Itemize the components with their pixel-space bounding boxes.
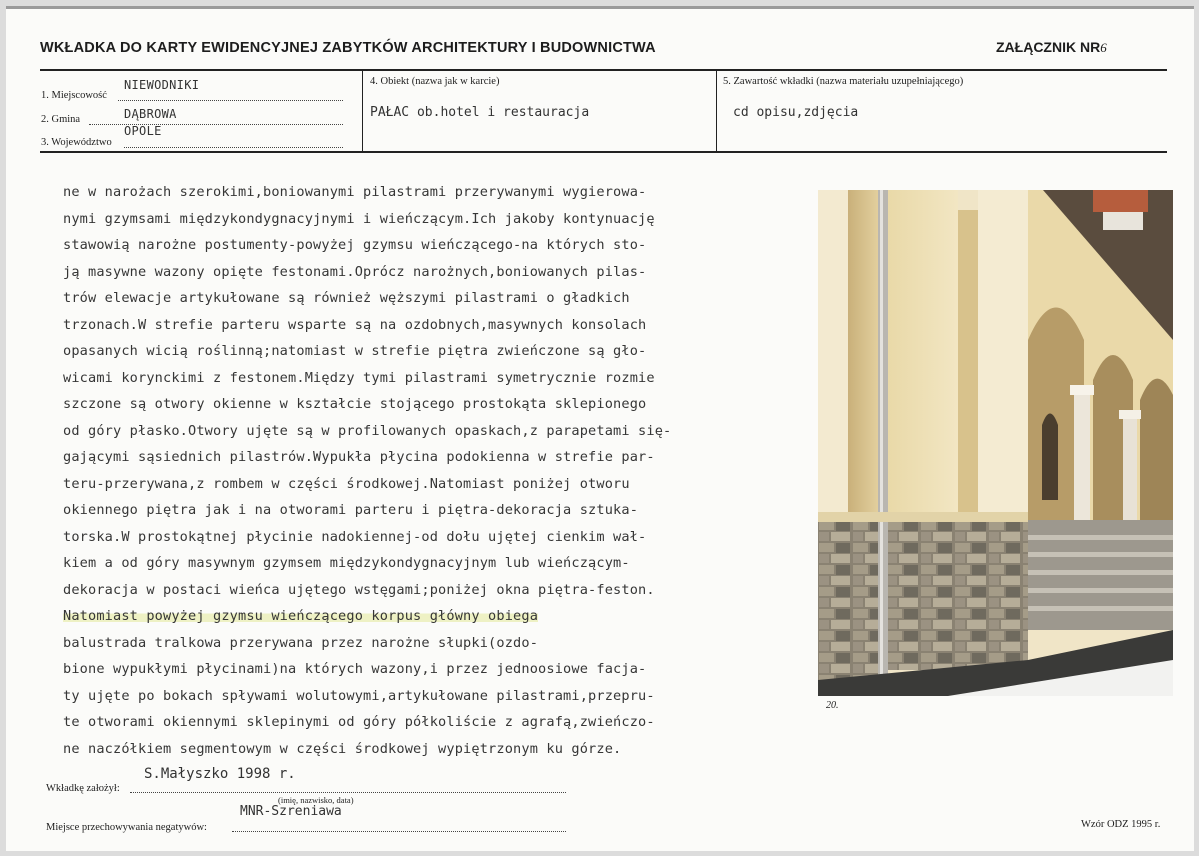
voivodeship-dots [124,147,343,148]
description-line: wicami korynckimi z festonem.Między tymi pilastrami symetrycznie rozmie [63,369,655,386]
author-hint: (imię, nazwisko, data) [278,795,354,805]
description-line: dekoracja w postaci wieńca ujętego wstęgami;poniżej okna piętra-feston. [63,581,655,598]
description-line: te otworami okiennymi sklepinymi od góry półkoliście z agrafą,zwieńczo- [63,714,655,730]
object-label: 4. Obiekt (nazwa jak w karcie) [370,76,500,87]
form-pattern-note: Wzór ODZ 1995 r. [1081,819,1161,830]
locality-dots [118,100,343,101]
negatives-value: MNR-Szreniawa [240,804,342,819]
description-line: ne naczółkiem segmentowym w części środkowej wypiętrzonym ku górze. [63,740,622,757]
annex-number: 6 [1100,40,1107,55]
description-line: kiem a od góry masywnym gzymsem międzykondygnacyjnym lub wieńczącym- [63,555,630,571]
author-label: Wkładkę założył: [46,783,120,794]
description-line: ją masywne wazony opięte festonami.Oprócz narożnych,boniowanych pilas- [63,263,647,280]
author-value: S.Małyszko 1998 r. [144,766,296,782]
description-line: szczone są otwory okienne w kształcie stojącego prostokąta sklepionego [63,396,647,412]
description-line: torska.W prostokątnej płycinie nadokiennej-od dołu ujętej cienkim wał- [63,528,647,545]
annex-label [996,39,1107,56]
description-line: gającymi sąsiednich pilastrów.Wypukła płycina podokienna w strefie par- [63,449,655,465]
voivodeship-label: 3. Województwo [41,137,112,148]
contents-value: cd opisu,zdjęcia [733,105,859,120]
document-title: WKŁADKA DO KARTY EWIDENCYJNEJ ZABYTKÓW ARCHITEKTURY I BUDOWNICTWA [40,40,656,56]
description-line: trzonach.W strefie parteru wsparte są na ozdobnych,masywnych konsolach [63,316,647,333]
description-line [63,603,803,630]
description-line: ty ujęte po bokach spływami wolutowymi,artykułowane pilastrami,przepru- [63,687,655,704]
description-line: teru-przerywana,z rombem w części środkowej.Natomiast poniżej otworu [63,475,630,492]
form-divider-left [362,69,363,151]
description-line: okiennego piętra jak i na otworami parteru i piętra-dekoracja sztuka- [63,502,639,518]
commune-value: DĄBROWA [124,107,177,121]
form-divider-right [716,69,717,151]
palace-photo-image [818,190,1173,696]
commune-label: 2. Gmina [41,114,81,125]
object-value: PAŁAC ob.hotel i restauracja [370,105,590,120]
locality-label: 1. Miejscowość [41,90,107,101]
description-line: ne w narożach szerokimi,boniowanymi pilastrami przerywanymi wygierowa- [63,184,647,200]
author-dots [130,792,566,793]
annex-label-text: ZAŁĄCZNIK NR [996,39,1101,55]
description-line: od góry płasko.Otwory ujęte są w profilowanych opaskach,z parapetami się- [63,422,672,439]
contents-label: 5. Zawartość wkładki (nazwa materiału uzupełniającego) [723,76,964,87]
description-line: nymi gzymsami międzykondygnacyjnymi i wieńczącym.Ich jakoby kontynuację [63,210,655,227]
description-line: bione wypukłymi płycinami)na których wazony,i przez jednoosiowe facja- [63,661,647,677]
locality-value: NIEWODNIKI [124,78,200,92]
highlighted-text: Natomiast powyżej gzymsu wieńczącego korpus główny obiega [63,608,539,624]
form-bottom-rule [40,151,1167,153]
description-text [63,179,803,762]
negatives-label: Miejsce przechowywania negatywów: [46,822,207,833]
description-line: opasanych wicią roślinną;natomiast w strefie piętra zwieńczone są gło- [63,343,647,359]
voivodeship-value: OPOLE [124,124,162,138]
document-sheet [6,6,1194,851]
palace-photo [818,190,1173,696]
negatives-dots [232,831,566,832]
description-line: stawowią narożne postumenty-powyżej gzymsu wieńczącego-na których sto- [63,237,647,253]
description-line: balustrada tralkowa przerywana przez narożne słupki(ozdo- [63,634,539,651]
photo-number: 20. [826,700,839,711]
description-line: trów elewacje artykułowane są również węższymi pilastrami o gładkich [63,290,630,306]
form-top-rule [40,69,1167,71]
